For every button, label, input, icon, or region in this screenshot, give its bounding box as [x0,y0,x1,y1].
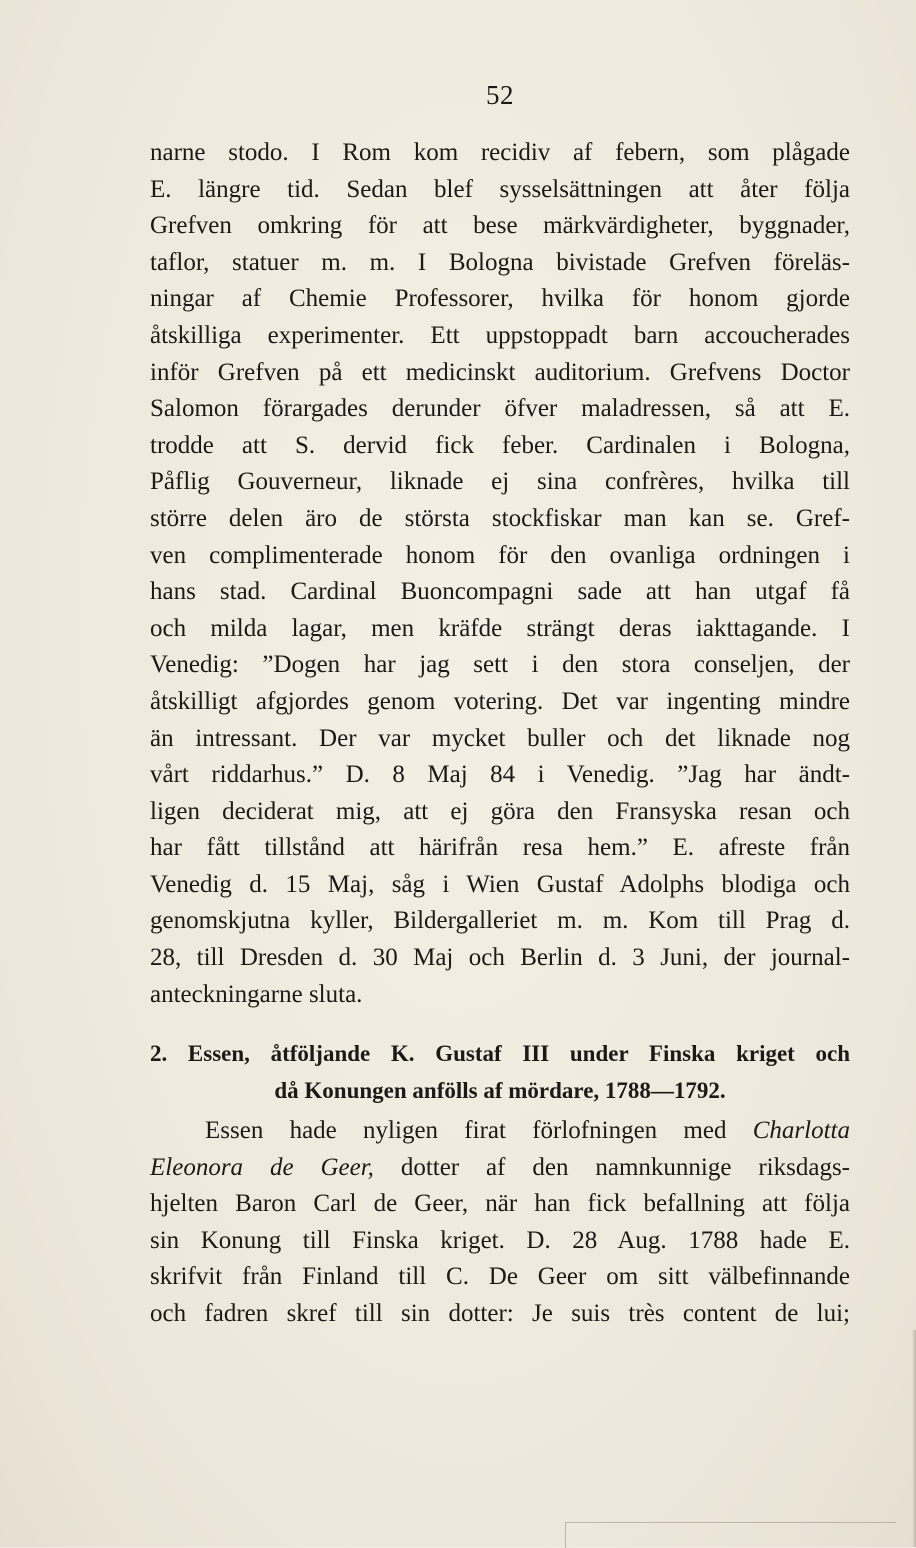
text-line: ven complimenterade honom för den ovanliga ordningen i [150,541,850,569]
section-heading-line: då Konungen anfölls af mördare, 1788—1792. [274,1077,726,1103]
scan-artifact [565,1522,896,1548]
text-line: E. längre tid. Sedan blef sysselsättningen att åter följa [150,175,850,203]
body-paragraph [150,135,850,1013]
text-line: större delen äro de största stockfiskar man kan se. Gref- [150,504,850,532]
text-line: och fadren skref till sin dotter: Je suis très content de lui; [150,1299,850,1327]
section-paragraph [150,1113,850,1333]
text-fragment: dotter af den namnkunnige riksdags- [400,1153,850,1181]
text-line: har fått tillstånd att härifrån resa hem.” E. afreste från [150,834,850,862]
text-line: ningar af Chemie Professorer, hvilka för honom gjorde [150,285,850,313]
text-line: genomskjutna kyller, Bildergalleriet m. m. Kom till Prag d. [150,907,850,935]
page-number: 52 [486,80,514,110]
text-line: och milda lagar, men kräfde strängt deras iakttagande. I [150,614,850,642]
text-fragment: Essen hade nyligen firat förlofningen med [205,1117,727,1144]
text-line [150,1150,850,1187]
text-line: Grefven omkring för att bese märkvärdigheter, byggnader, [150,212,850,240]
page-edge [912,1330,916,1547]
section-heading-line: 2. Essen, åtföljande K. Gustaf III under Finska kriget och [150,1041,850,1066]
text-line: åtskilligt afgjordes genom votering. Det var ingenting mindre [150,687,850,715]
text-line: åtskilliga experimenter. Ett uppstoppadt barn accoucherades [150,321,850,349]
text-line: Påflig Gouverneur, liknade ej sina confrères, hvilka till [150,468,850,496]
text-line: narne stodo. I Rom kom recidiv af febern, som plågade [150,139,850,166]
text-line: anteckningarne sluta. [150,980,363,1008]
text-line: inför Grefven på ett medicinskt auditorium. Grefvens Doctor [150,358,850,386]
text-line: taflor, statuer m. m. I Bologna bivistade Grefven föreläs- [150,248,850,276]
text-line: Venedig: ”Dogen har jag sett i den stora conseljen, der [150,651,850,679]
text-line: skrifvit från Finland till C. De Geer om sitt välbefinnande [150,1263,850,1291]
section-heading [150,1036,850,1109]
text-line: trodde att S. dervid fick feber. Cardinalen i Bologna, [150,431,850,459]
person-name: Charlotta [752,1117,850,1144]
text-line: Salomon förargades derunder öfver maladressen, så att E. [150,395,850,423]
text-line: hans stad. Cardinal Buoncompagni sade att han utgaf få [150,578,850,606]
person-name: Eleonora de Geer, [150,1153,374,1181]
text-line: vårt riddarhus.” D. 8 Maj 84 i Venedig. ”Jag har ändt- [150,761,850,789]
text-line: hjelten Baron Carl de Geer, när han fick befallning att följa [150,1190,850,1218]
text-line: sin Konung till Finska kriget. D. 28 Aug. 1788 hade E. [150,1226,850,1254]
text-line [150,1113,850,1150]
text-line: ligen deciderat mig, att ej göra den Fransyska resan och [150,797,850,825]
text-line: än intressant. Der var mycket buller och det liknade nog [150,724,850,752]
text-line: 28, till Dresden d. 30 Maj och Berlin d. 3 Juni, der journal- [150,944,850,972]
text-line: Venedig d. 15 Maj, såg i Wien Gustaf Adolphs blodiga och [150,870,850,898]
